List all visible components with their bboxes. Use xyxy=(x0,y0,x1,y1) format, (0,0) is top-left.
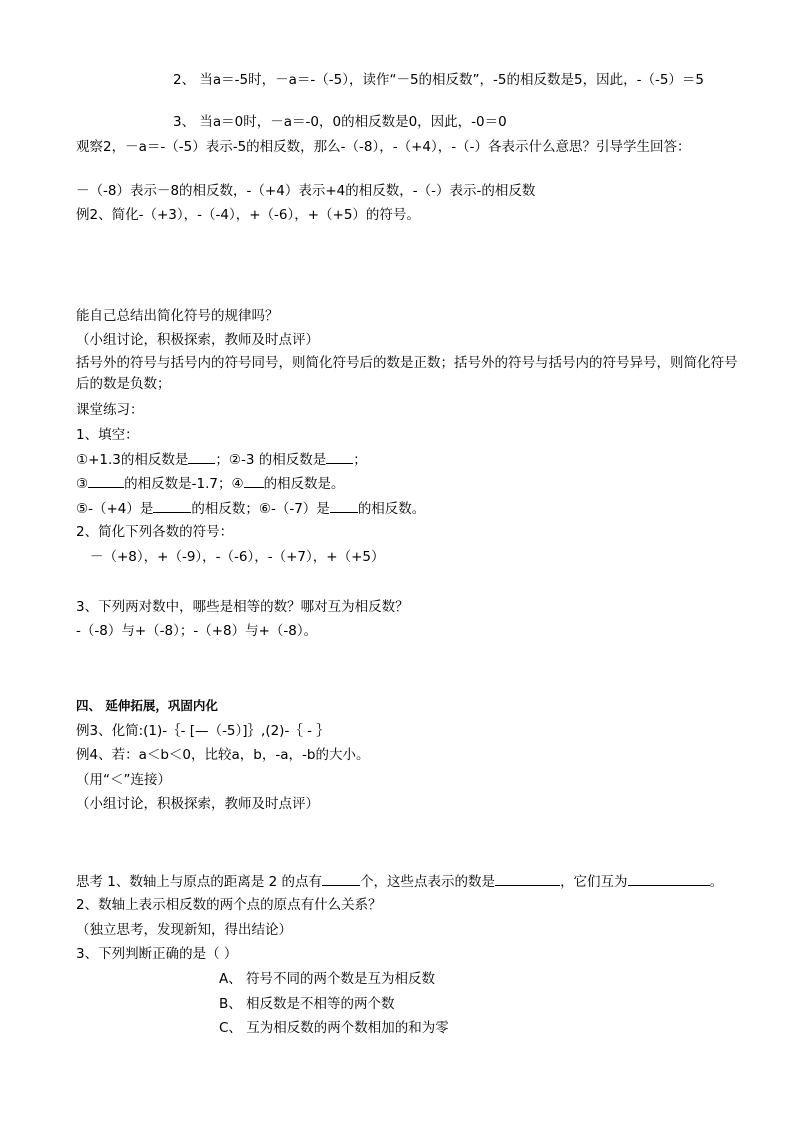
text-span: ③ xyxy=(76,476,89,492)
text-line: 3、下列两对数中，哪些是相等的数？哪对互为相反数？ xyxy=(76,599,409,615)
text-span: 2、 当a＝-5时，－a＝-（-5），读作“－5的相反数”，-5的相反数是5，因此，-（-5）＝5 xyxy=(173,72,705,88)
text-line: （小组讨论，积极探索，教师及时点评） xyxy=(76,796,319,812)
fill-blank-line xyxy=(76,871,723,892)
answer-blank[interactable] xyxy=(322,871,360,886)
text-span: ； xyxy=(353,452,367,468)
option-b: B、 相反数是不相等的两个数 xyxy=(219,996,395,1012)
text-span: 个，这些点表示的数是 xyxy=(360,874,496,890)
text-span: 的相反数；⑥-（-7）是 xyxy=(191,501,330,517)
text-line: －（+8），+（-9），-（-6），-（+7），+（+5） xyxy=(90,549,385,565)
answer-blank[interactable] xyxy=(495,871,560,886)
text-line: 3、 当a＝0时，－a＝-0，0的相反数是0，因此，-0＝0 xyxy=(173,114,507,130)
answer-blank[interactable] xyxy=(330,498,358,513)
text-line: （小组讨论，积极探索，教师及时点评） xyxy=(76,332,319,348)
option-a: A、 符号不同的两个数是互为相反数 xyxy=(219,971,436,987)
text-span: 。 xyxy=(709,874,724,890)
text-line: -（-8）与+（-8）；-（+8）与+（-8）。 xyxy=(76,623,318,639)
text-span: ；②-3 的相反数是 xyxy=(215,452,327,468)
text-line: －（-8）表示－8的相反数，-（+4）表示+4的相反数，-（-）表示-的相反数 xyxy=(76,183,536,199)
text-span: ⑤-（+4）是 xyxy=(76,501,154,517)
text-line: 括号外的符号与括号内的符号同号，则简化符号后的数是正数；括号外的符号与括号内的符号异号，则简化符号后的数是负数； xyxy=(76,355,738,392)
answer-blank[interactable] xyxy=(153,498,191,513)
fill-blank-line xyxy=(76,498,425,519)
text-span: 的相反数。 xyxy=(357,501,426,517)
text-line: 1、填空： xyxy=(76,427,139,443)
answer-blank[interactable] xyxy=(188,449,215,464)
text-span: 的相反数是-1.7；④ xyxy=(124,476,244,492)
answer-blank[interactable] xyxy=(244,473,264,488)
text-line: 观察2，－a＝-（-5）表示-5的相反数，那么-（-8），-（+4），-（-）各表示什么意思？引导学生回答： xyxy=(76,139,691,155)
text-line xyxy=(173,70,738,91)
section-heading: 四、 延伸拓展，巩固内化 xyxy=(76,698,218,713)
answer-blank[interactable] xyxy=(628,871,710,886)
fill-blank-line xyxy=(76,473,345,494)
answer-blank[interactable] xyxy=(326,449,353,464)
text-line: （用“＜”连接） xyxy=(76,772,171,788)
text-line: 2、数轴上表示相反数的两个点的原点有什么关系？ xyxy=(76,897,382,913)
text-line: 例4、若：a＜b＜0，比较a，b，-a，-b的大小。 xyxy=(76,747,370,763)
text-span: ，它们互为 xyxy=(560,874,628,890)
answer-blank[interactable] xyxy=(88,473,124,488)
text-line: 2、简化下列各数的符号： xyxy=(76,524,234,540)
text-span: ①+1.3的相反数是 xyxy=(76,452,189,468)
fill-blank-line xyxy=(76,449,367,470)
text-line: （独立思考，发现新知，得出结论） xyxy=(76,922,292,938)
text-span: 的相反数是。 xyxy=(263,476,345,492)
text-line: 例2、简化-（+3），-（-4），+（-6），+（+5）的符号。 xyxy=(76,207,420,223)
text-span: 思考 1、数轴上与原点的距离是 2 的点有 xyxy=(76,874,323,890)
text-line: 3、下列判断正确的是（ ） xyxy=(76,946,238,962)
text-line: 能自己总结出简化符号的规律吗？ xyxy=(76,308,279,324)
option-c: C、 互为相反数的两个数相加的和为零 xyxy=(219,1020,449,1036)
text-line: 例3、化简:(1)-｛- [—（-5）]｝,(2)-｛ - ｝ xyxy=(76,723,330,739)
text-line: 课堂练习： xyxy=(76,402,144,418)
